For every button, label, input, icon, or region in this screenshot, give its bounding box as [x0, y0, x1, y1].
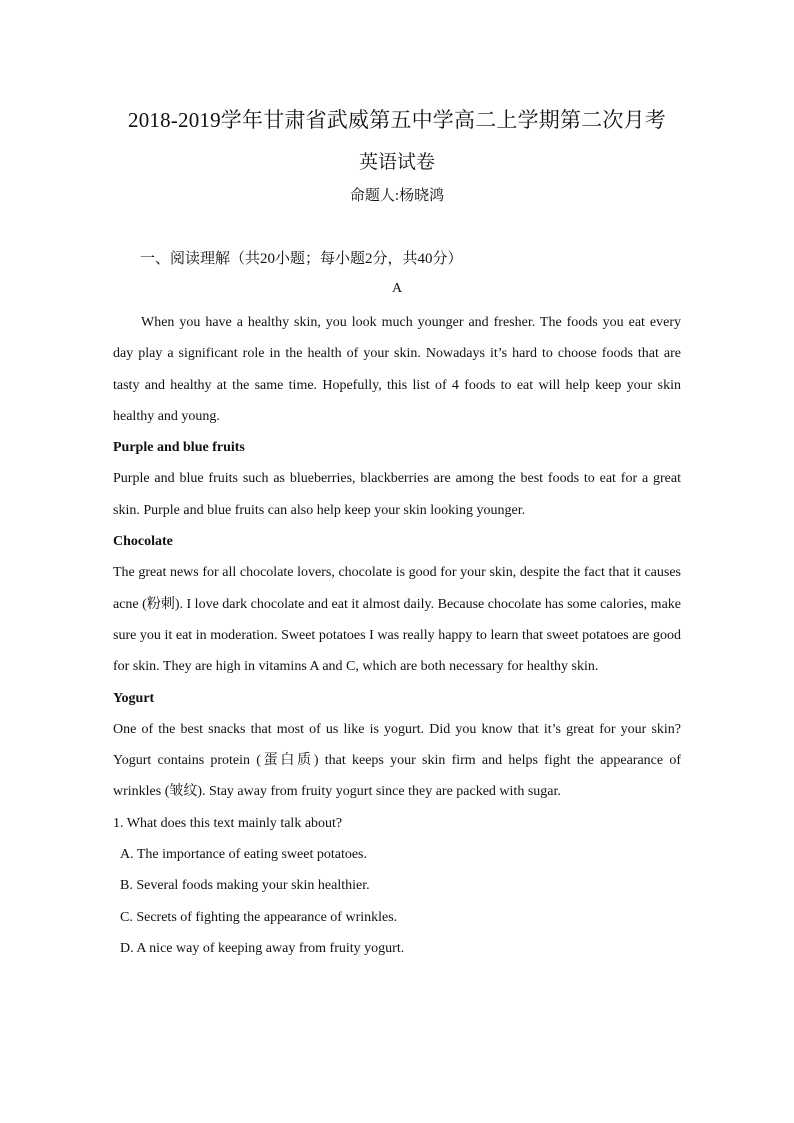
section-heading: 一、阅读理解（共20小题；每小题2分，共40分） — [140, 251, 463, 267]
passage-section-text: One of the best snacks that most of us like is yogurt. Did you know that it’s great for your skin? Yogurt contains protein (蛋白质) that keeps your skin firm and helps fight the appearance of wrinkles (皱纹). Stay away from fruity yogurt since they are packed with sugar. — [113, 721, 681, 800]
passage-intro: When you have a healthy skin, you look much younger and fresher. The foods you eat every day play a significant role in the health of your skin. Nowadays it’s hard to choose foods that are tasty and healthy at the same time. Hopefully, this list of 4 foods to eat will help keep your skin healthy and young. — [113, 315, 681, 424]
exam-title: 2018-2019学年甘肃省武威第五中学高二上学期第二次月考 — [128, 108, 666, 132]
exam-subtitle: 英语试卷 — [358, 152, 435, 173]
question-option: D. A nice way of keeping away from fruity yogurt. — [120, 940, 405, 956]
passage-section-text: The great news for all chocolate lovers, chocolate is good for your skin, despite the fact that it causes acne (粉刺). I love dark chocolate and eat it almost daily. Because chocolate has some calories, make sure you it eat in moderation. Sweet potatoes I was really happy to learn that sweet potatoes are good for skin. They are high in vitamins A and C, which are both necessary for healthy skin. — [113, 565, 681, 675]
passage-section-text: Purple and blue fruits such as blueberries, blackberries are among the best foods to eat for a great skin. Purple and blue fruits can also help keep your skin looking younger. — [113, 471, 681, 518]
question-option: A. The importance of eating sweet potatoes. — [120, 847, 367, 863]
passage-section-heading: Purple and blue fruits — [113, 440, 245, 456]
passage-section-heading: Chocolate — [113, 534, 173, 550]
question-text: 1. What does this text mainly talk about? — [113, 815, 343, 831]
question-option: C. Secrets of fighting the appearance of wrinkles. — [120, 909, 398, 925]
passage-content — [113, 307, 681, 964]
passage-section-heading: Yogurt — [113, 690, 155, 706]
question-option: B. Several foods making your skin healthier. — [120, 878, 370, 894]
passage-letter: A — [391, 281, 403, 296]
exam-author: 命题人:杨晓鸿 — [349, 188, 445, 204]
